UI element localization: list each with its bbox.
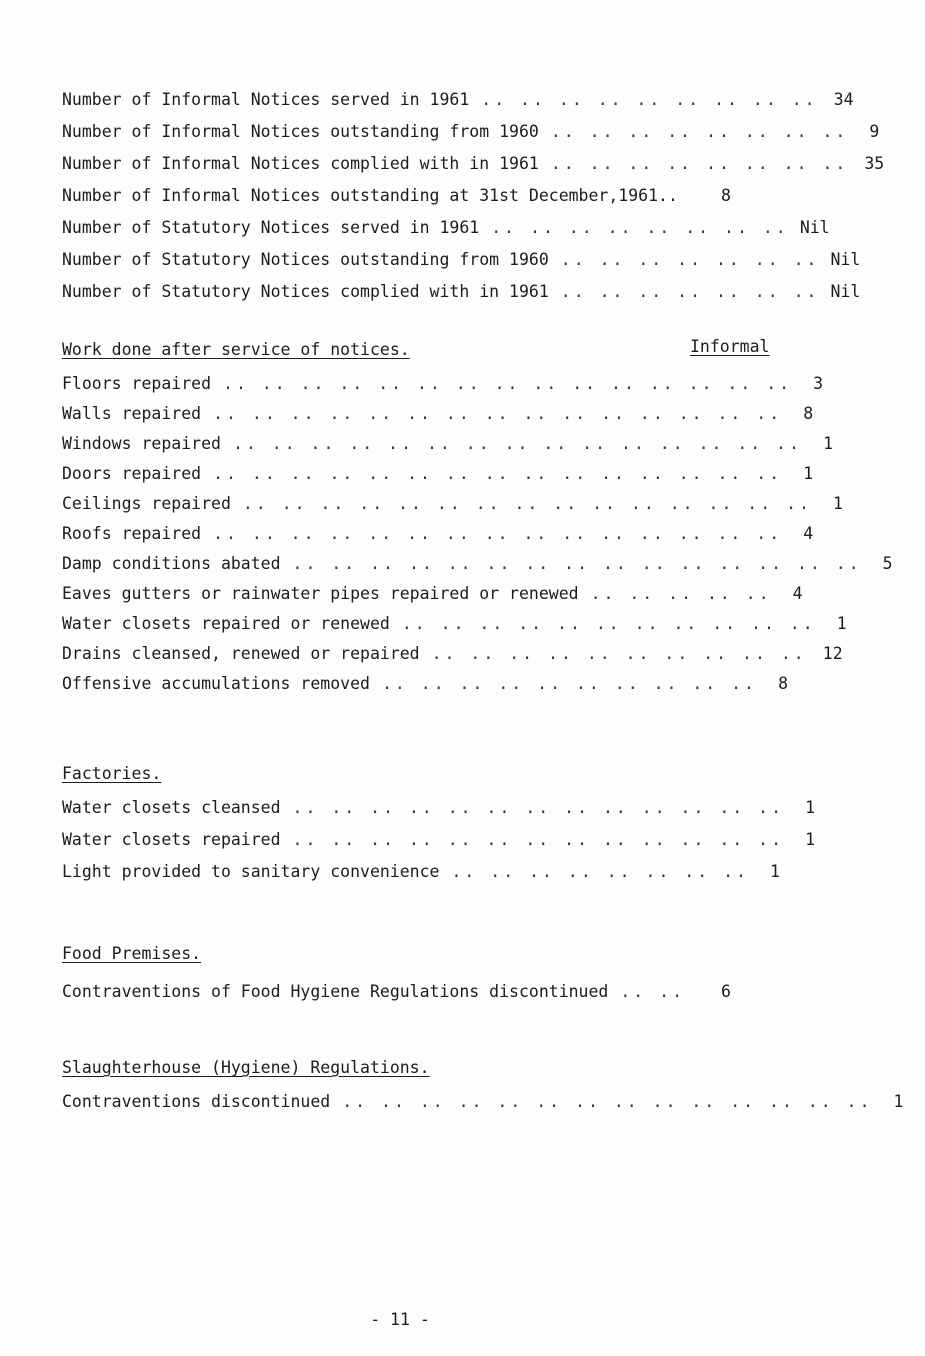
informal-column-header: Informal bbox=[690, 337, 770, 356]
notice-value: Nil bbox=[799, 218, 830, 237]
work-item: Floors repaired .. .. .. .. .. .. .. .. .. .. .. .. .. .. .. 3 bbox=[62, 372, 752, 396]
work-item: Ceilings repaired .. .. .. .. .. .. .. .. .. .. .. .. .. .. .. 1 bbox=[62, 492, 752, 516]
notice-row: Number of Informal Notices outstanding from 1960 .. .. .. .. .. .. .. .. 9 bbox=[62, 120, 752, 144]
work-item-value: 8 bbox=[778, 674, 789, 693]
work-item: Doors repaired .. .. .. .. .. .. .. .. .. .. .. .. .. .. .. 1 bbox=[62, 462, 752, 486]
work-item-label: Offensive accumulations removed bbox=[62, 674, 370, 693]
notice-label: Number of Statutory Notices outstanding from 1960 bbox=[62, 250, 549, 269]
work-item-value: 12 bbox=[822, 644, 843, 663]
work-item-value: 8 bbox=[803, 404, 814, 423]
factory-item: Light provided to sanitary convenience .. .. .. .. .. .. .. .. 1 bbox=[62, 860, 752, 884]
work-item: Windows repaired .. .. .. .. .. .. .. .. .. .. .. .. .. .. .. 1 bbox=[62, 432, 752, 456]
work-item-value: 1 bbox=[836, 614, 847, 633]
work-item-value: 5 bbox=[882, 554, 893, 573]
slaughterhouse-item: Contraventions discontinued .. .. .. .. .. .. .. .. .. .. .. .. .. .. 1 bbox=[62, 1090, 752, 1114]
factory-item-label: Water closets cleansed bbox=[62, 798, 281, 817]
work-item-label: Floors repaired bbox=[62, 374, 212, 393]
factory-item-value: 1 bbox=[805, 798, 816, 817]
work-item-label: Walls repaired bbox=[62, 404, 202, 423]
work-item-label: Ceilings repaired bbox=[62, 494, 231, 513]
work-item-value: 1 bbox=[833, 494, 843, 513]
work-item-value: 1 bbox=[803, 464, 814, 483]
page-number: - 11 - bbox=[370, 1310, 430, 1329]
work-item-label: Doors repaired bbox=[62, 464, 202, 483]
food-item-label: Contraventions of Food Hygiene Regulations discontinued bbox=[62, 982, 609, 1001]
food-item: Contraventions of Food Hygiene Regulations discontinued .. .. 6 bbox=[62, 980, 752, 1004]
work-item-value: 1 bbox=[823, 434, 834, 453]
factory-item-value: 1 bbox=[805, 830, 816, 849]
notice-row: Number of Statutory Notices outstanding from 1960 .. .. .. .. .. .. .. Nil bbox=[62, 248, 752, 272]
work-item-label: Eaves gutters or rainwater pipes repaired or renewed bbox=[62, 584, 579, 603]
factory-item-label: Light provided to sanitary convenience bbox=[62, 862, 440, 881]
notice-value: Nil bbox=[830, 250, 861, 269]
notice-label: Number of Informal Notices outstanding at 31st December,1961.. bbox=[62, 186, 678, 205]
factory-item-value: 1 bbox=[770, 862, 780, 881]
work-item: Drains cleansed, renewed or repaired .. .. .. .. .. .. .. .. .. .. 12 bbox=[62, 642, 752, 666]
notice-row: Number of Informal Notices complied with in 1961 .. .. .. .. .. .. .. .. 35 bbox=[62, 152, 752, 176]
slaughterhouse-item-value: 1 bbox=[893, 1092, 904, 1111]
notice-row: Number of Statutory Notices complied with in 1961 .. .. .. .. .. .. .. Nil bbox=[62, 280, 752, 304]
factories-heading: Factories. bbox=[62, 764, 162, 783]
slaughterhouse-heading: Slaughterhouse (Hygiene) Regulations. bbox=[62, 1058, 430, 1077]
notice-row: Number of Informal Notices served in 1961 .. .. .. .. .. .. .. .. .. 34 bbox=[62, 88, 752, 112]
work-item: Eaves gutters or rainwater pipes repaired or renewed .. .. .. .. .. 4 bbox=[62, 582, 752, 606]
notice-value: 8 bbox=[721, 186, 731, 205]
work-item-label: Water closets repaired or renewed bbox=[62, 614, 390, 633]
food-item-value: 6 bbox=[721, 982, 731, 1001]
notice-label: Number of Statutory Notices complied with in 1961 bbox=[62, 282, 549, 301]
work-item-label: Drains cleansed, renewed or repaired bbox=[62, 644, 420, 663]
notice-label: Number of Statutory Notices served in 1961 bbox=[62, 218, 480, 237]
work-item-value: 4 bbox=[803, 524, 814, 543]
notice-value: 9 bbox=[869, 122, 880, 141]
notice-label: Number of Informal Notices outstanding from 1960 bbox=[62, 122, 539, 141]
factory-item: Water closets repaired .. .. .. .. .. .. .. .. .. .. .. .. .. 1 bbox=[62, 828, 752, 852]
work-item: Damp conditions abated .. .. .. .. .. .. .. .. .. .. .. .. .. .. .. 5 bbox=[62, 552, 752, 576]
notice-label: Number of Informal Notices complied with in 1961 bbox=[62, 154, 539, 173]
notice-value: Nil bbox=[830, 282, 861, 301]
work-item: Water closets repaired or renewed .. .. .. .. .. .. .. .. .. .. .. 1 bbox=[62, 612, 752, 636]
work-item: Roofs repaired .. .. .. .. .. .. .. .. .. .. .. .. .. .. .. 4 bbox=[62, 522, 752, 546]
work-item-value: 3 bbox=[813, 374, 824, 393]
notice-value: 34 bbox=[833, 90, 854, 109]
work-item-label: Damp conditions abated bbox=[62, 554, 281, 573]
notice-value: 35 bbox=[864, 154, 885, 173]
work-done-heading: Work done after service of notices. bbox=[62, 340, 410, 359]
notice-label: Number of Informal Notices served in 1961 bbox=[62, 90, 470, 109]
factory-item-label: Water closets repaired bbox=[62, 830, 281, 849]
slaughterhouse-item-label: Contraventions discontinued bbox=[62, 1092, 331, 1111]
food-premises-heading: Food Premises. bbox=[62, 944, 202, 963]
work-item: Walls repaired .. .. .. .. .. .. .. .. .. .. .. .. .. .. .. 8 bbox=[62, 402, 752, 426]
factory-item: Water closets cleansed .. .. .. .. .. .. .. .. .. .. .. .. .. 1 bbox=[62, 796, 752, 820]
notice-row: Number of Statutory Notices served in 1961 .. .. .. .. .. .. .. .. Nil bbox=[62, 216, 752, 240]
work-item-value: 4 bbox=[792, 584, 803, 603]
work-item-label: Roofs repaired bbox=[62, 524, 202, 543]
notice-row bbox=[62, 184, 752, 208]
work-item-label: Windows repaired bbox=[62, 434, 221, 453]
work-item: Offensive accumulations removed .. .. .. .. .. .. .. .. .. .. 8 bbox=[62, 672, 752, 696]
